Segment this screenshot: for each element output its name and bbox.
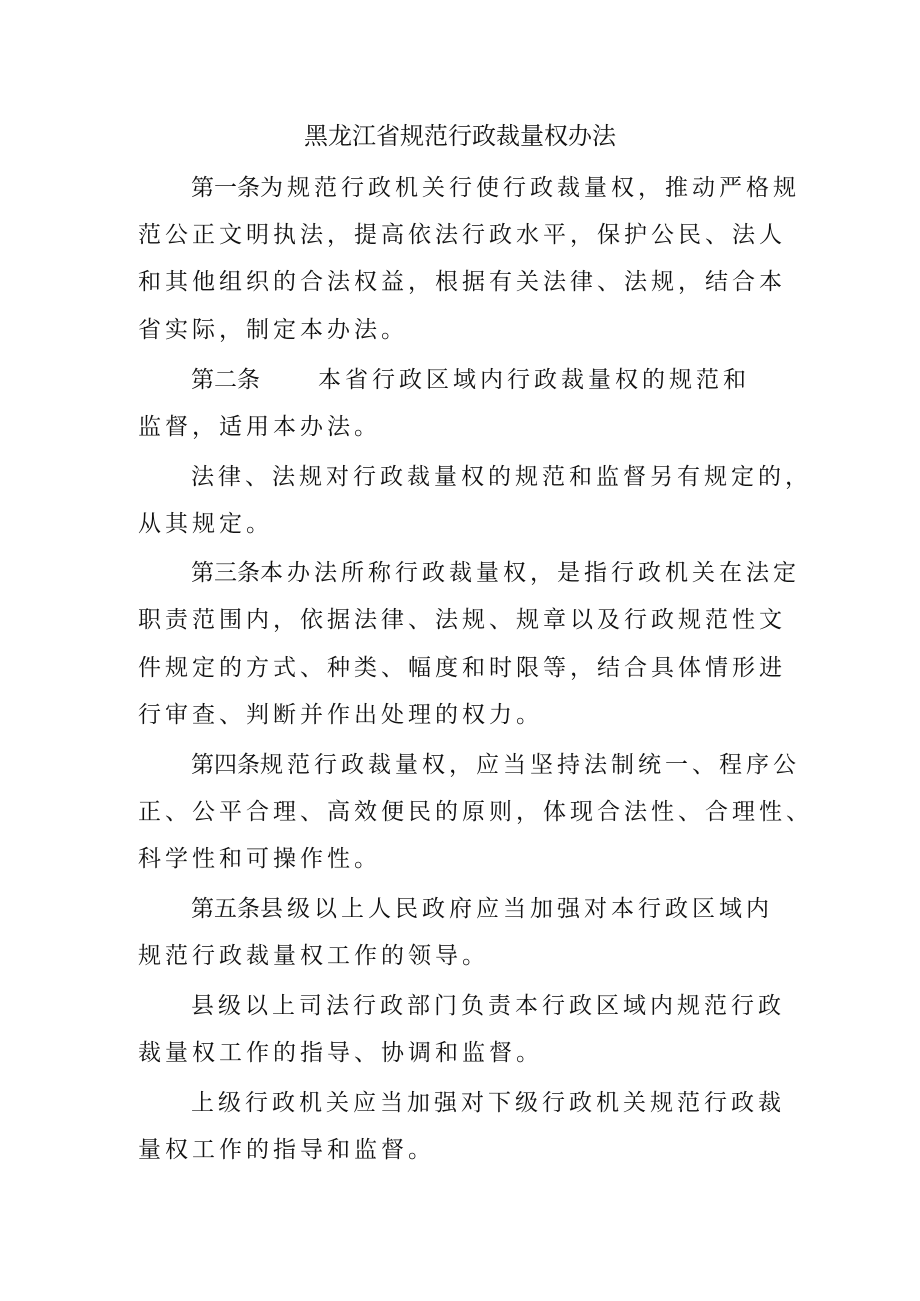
article-3-heading: 第三条	[191, 560, 260, 586]
article-4-text-line-2: 正、公平合理、高效便民的原则，体现合法性、合理性、	[138, 799, 813, 825]
article-2-paragraph-1-line-2: 从其规定。	[138, 511, 273, 537]
article-1-heading: 第一条	[191, 175, 260, 201]
article-3-line-1	[191, 557, 800, 589]
article-1-text-line-3: 和其他组织的合法权益，根据有关法律、法规，结合本	[138, 269, 786, 295]
article-5-paragraph-2-line-2: 量权工作的指导和监督。	[138, 1137, 435, 1163]
article-5-paragraph-1-line-2: 裁量权工作的指导、协调和监督。	[138, 1040, 543, 1066]
article-2-text-line-2: 监督，适用本办法。	[138, 414, 381, 440]
article-5-text-line-1: 县级以上人民政府应当加强对本行政区域内	[260, 896, 773, 922]
article-2-line-1	[191, 364, 750, 396]
article-2-heading: 第二条	[191, 367, 260, 393]
article-5-line-1	[191, 893, 773, 925]
article-5-paragraph-1-line-1: 县级以上司法行政部门负责本行政区域内规范行政	[191, 993, 785, 1019]
article-5-heading: 第五条	[191, 896, 260, 922]
article-4-text-line-1: 规范行政裁量权，应当坚持法制统一、程序公	[260, 752, 800, 778]
article-3-text-line-1: 本办法所称行政裁量权，是指行政机关在法定	[260, 560, 800, 586]
article-2-text-line-1: 本省行政区域内行政裁量权的规范和	[318, 367, 750, 393]
article-3-text-line-3: 件规定的方式、种类、幅度和时限等，结合具体情形进	[138, 655, 786, 681]
article-1-text-line-4: 省实际，制定本办法。	[138, 317, 408, 343]
article-1-text-line-2: 范公正文明执法，提高依法行政水平，保护公民、法人	[138, 222, 786, 248]
article-5-paragraph-2-line-1: 上级行政机关应当加强对下级行政机关规范行政裁	[191, 1090, 785, 1116]
article-1-line-1	[191, 172, 800, 204]
article-4-text-line-3: 科学性和可操作性。	[138, 846, 381, 872]
article-4-heading: 第四条	[191, 752, 260, 778]
article-2-paragraph-1-line-1: 法律、法规对行政裁量权的规范和监督另有规定的，	[191, 464, 812, 490]
article-3-text-line-4: 行审查、判断并作出处理的权力。	[138, 702, 543, 728]
article-3-text-line-2: 职责范围内，依据法律、法规、规章以及行政规范性文	[138, 607, 786, 633]
article-1-text-line-1: 为规范行政机关行使行政裁量权，推动严格规	[260, 175, 800, 201]
document-title: 黑龙江省规范行政裁量权办法	[304, 122, 616, 150]
article-5-text-line-2: 规范行政裁量权工作的领导。	[138, 943, 489, 969]
article-4-line-1	[191, 749, 800, 781]
